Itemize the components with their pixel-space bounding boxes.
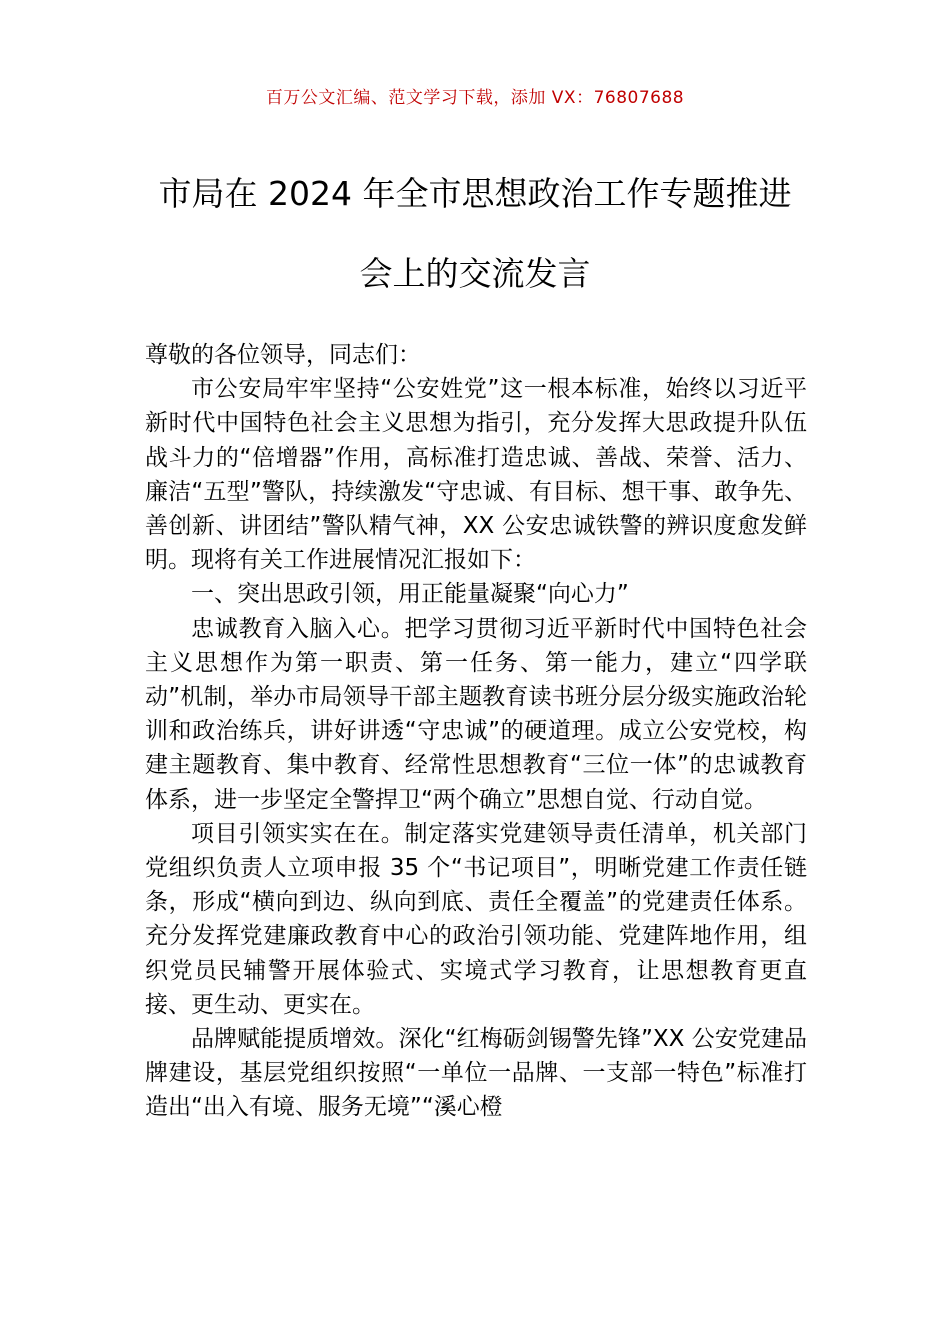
- document-body: [145, 338, 807, 1125]
- title-line-1: 市局在 2024 年全市思想政治工作专题推进: [158, 174, 792, 213]
- paragraph-intro: 市公安局牢牢坚持“公安姓党”这一根本标准，始终以习近平新时代中国特色社会主义思想为指引，充分发挥大思政提升队伍战斗力的“倍增器”作用，高标准打造忠诚、善战、荣誉、活力、廉洁“五型”警队，持续激发“守忠诚、有目标、想干事、敢争先、善创新、讲团结”警队精气神，XX 公安忠诚铁警的辨识度愈发鲜明。现将有关工作进展情况汇报如下：: [145, 376, 807, 574]
- title-line-2: 会上的交流发言: [359, 254, 591, 293]
- paragraph-project-leadership: 项目引领实实在在。制定落实党建领导责任清单，机关部门党组织负责人立项申报 35 个“书记项目”，明晰党建工作责任链条，形成“横向到边、纵向到底、责任全覆盖”的党建责任体系。充分发挥党建廉政教育中心的政治引领功能、党建阵地作用，组织党员民辅警开展体验式、实境式学习教育，让思想教育更直接、更生动、更实在。: [145, 820, 807, 1018]
- paragraph-loyalty-education: 忠诚教育入脑入心。把学习贯彻习近平新时代中国特色社会主义思想作为第一职责、第一任务、第一能力，建立“四学联动”机制，举办市局领导干部主题教育读书班分层分级实施政治轮训和政治练兵，讲好讲透“守忠诚”的硬道理。成立公安党校，构建主题教育、集中教育、经常性思想教育“三位一体”的忠诚教育体系，进一步坚定全警捍卫“两个确立”思想自觉、行动自觉。: [145, 615, 807, 813]
- paragraph-brand-empowerment: 品牌赋能提质增效。深化“红梅砺剑锡警先锋”XX 公安党建品牌建设，基层党组织按照“一单位一品牌、一支部一特色”标准打造出“出入有境、服务无境”“溪心橙: [145, 1026, 807, 1121]
- header-note: 百万公文汇编、范文学习下载，添加 VX：76807688: [265, 88, 685, 108]
- document-title: [120, 154, 830, 314]
- section-heading-1: 一、突出思政引领，用正能量凝聚“向心力”: [191, 581, 629, 608]
- salutation: 尊敬的各位领导，同志们：: [145, 342, 421, 368]
